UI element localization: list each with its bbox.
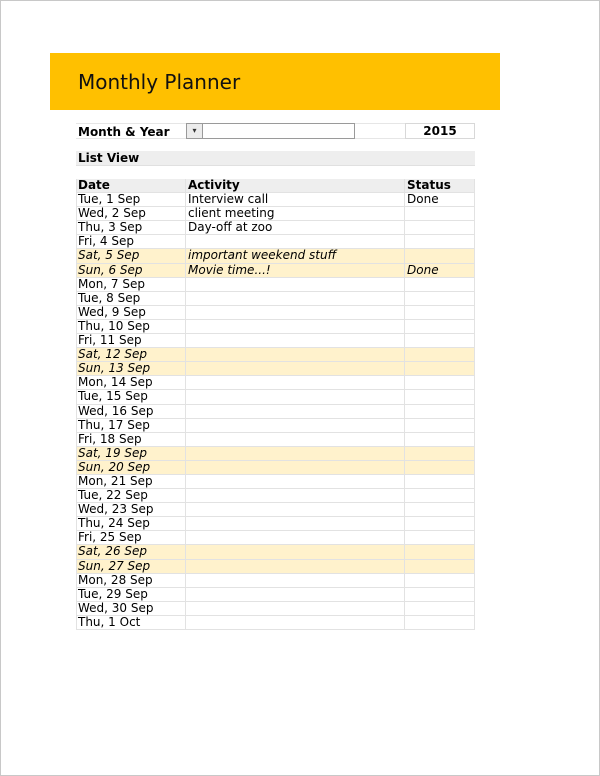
- table-row: [76, 588, 475, 602]
- date-cell[interactable]: Fri, 25 Sep: [76, 531, 186, 544]
- activity-cell[interactable]: [186, 320, 405, 333]
- table-row: [76, 560, 475, 574]
- status-cell[interactable]: [405, 320, 475, 333]
- activity-cell[interactable]: [186, 348, 405, 361]
- table-row: [76, 320, 475, 334]
- date-cell[interactable]: Mon, 21 Sep: [76, 475, 186, 488]
- page-title: Monthly Planner: [78, 70, 241, 94]
- date-cell[interactable]: Mon, 14 Sep: [76, 376, 186, 389]
- activity-cell[interactable]: [186, 235, 405, 248]
- status-cell[interactable]: [405, 376, 475, 389]
- column-header-status: Status: [407, 179, 451, 192]
- month-year-label: Month & Year: [76, 123, 186, 139]
- activity-cell[interactable]: [186, 560, 405, 573]
- activity-cell[interactable]: [186, 419, 405, 432]
- status-cell[interactable]: [405, 390, 475, 403]
- table-row: [76, 545, 475, 559]
- activity-cell[interactable]: [186, 517, 405, 530]
- date-cell[interactable]: Thu, 17 Sep: [76, 419, 186, 432]
- status-cell[interactable]: [405, 306, 475, 319]
- month-year-spacer: [355, 123, 405, 139]
- status-cell[interactable]: Done: [407, 263, 439, 277]
- table-row: [76, 376, 475, 390]
- activity-cell[interactable]: [186, 574, 405, 587]
- status-cell[interactable]: [405, 531, 475, 544]
- date-cell[interactable]: Tue, 8 Sep: [76, 292, 186, 305]
- date-cell[interactable]: Wed, 30 Sep: [76, 602, 186, 615]
- date-cell[interactable]: Wed, 16 Sep: [76, 405, 186, 418]
- activity-cell[interactable]: important weekend stuff: [186, 249, 405, 262]
- activity-cell[interactable]: [186, 475, 405, 488]
- table-row: [76, 264, 475, 278]
- table-row: [76, 574, 475, 588]
- status-cell[interactable]: [405, 461, 475, 474]
- table-row: [76, 221, 475, 235]
- table-row: [76, 489, 475, 503]
- list-view-header: [76, 151, 475, 166]
- table-row: [76, 531, 475, 545]
- activity-cell[interactable]: [186, 362, 405, 375]
- table-row: [76, 517, 475, 531]
- status-cell[interactable]: [405, 503, 475, 516]
- activity-cell[interactable]: [186, 447, 405, 460]
- date-cell[interactable]: Sat, 5 Sep: [76, 249, 186, 262]
- table-row: [76, 306, 475, 320]
- date-cell[interactable]: Sat, 12 Sep: [76, 348, 186, 361]
- table-row: [76, 475, 475, 489]
- table-row: [76, 193, 475, 207]
- month-dropdown[interactable]: [186, 123, 355, 139]
- activity-cell[interactable]: [186, 588, 405, 601]
- activity-cell[interactable]: Interview call: [186, 193, 405, 206]
- date-cell[interactable]: Sat, 19 Sep: [76, 447, 186, 460]
- status-cell[interactable]: [405, 560, 475, 573]
- activity-cell[interactable]: [186, 616, 405, 629]
- activity-cell[interactable]: [186, 334, 405, 347]
- status-cell[interactable]: [405, 278, 475, 291]
- activity-cell[interactable]: [186, 405, 405, 418]
- status-cell[interactable]: [405, 545, 475, 558]
- status-cell[interactable]: [405, 362, 475, 375]
- status-cell[interactable]: [405, 405, 475, 418]
- date-cell[interactable]: Thu, 10 Sep: [76, 320, 186, 333]
- status-cell[interactable]: [405, 235, 475, 248]
- status-cell[interactable]: [405, 574, 475, 587]
- date-cell[interactable]: Wed, 9 Sep: [76, 306, 186, 319]
- table-row: [76, 405, 475, 419]
- date-cell[interactable]: Tue, 22 Sep: [76, 489, 186, 502]
- month-year-row: [76, 123, 475, 139]
- table-row: [76, 461, 475, 475]
- date-cell[interactable]: Wed, 23 Sep: [76, 503, 186, 516]
- date-cell[interactable]: Sun, 13 Sep: [76, 362, 186, 375]
- date-cell[interactable]: Thu, 1 Oct: [76, 616, 186, 629]
- table-row: [76, 292, 475, 306]
- dropdown-arrow-icon[interactable]: ▾: [187, 124, 203, 138]
- activity-cell[interactable]: Day-off at zoo: [186, 221, 405, 234]
- activity-cell[interactable]: [186, 531, 405, 544]
- date-cell[interactable]: Tue, 29 Sep: [76, 588, 186, 601]
- status-cell[interactable]: [405, 292, 475, 305]
- status-cell[interactable]: [405, 249, 475, 262]
- status-cell[interactable]: [405, 489, 475, 502]
- status-cell[interactable]: [405, 419, 475, 432]
- date-cell[interactable]: Tue, 15 Sep: [76, 390, 186, 403]
- date-cell[interactable]: Sat, 26 Sep: [76, 545, 186, 558]
- column-header-date: Date: [76, 179, 186, 192]
- status-cell[interactable]: [405, 207, 475, 220]
- date-cell[interactable]: Wed, 2 Sep: [76, 207, 186, 220]
- activity-cell[interactable]: [186, 602, 405, 615]
- status-cell[interactable]: [405, 602, 475, 615]
- table-row: [76, 390, 475, 404]
- date-cell[interactable]: Fri, 11 Sep: [76, 334, 186, 347]
- status-cell[interactable]: [405, 433, 475, 446]
- activity-cell[interactable]: [186, 503, 405, 516]
- date-cell[interactable]: Thu, 3 Sep: [76, 221, 186, 234]
- activity-cell[interactable]: Movie time...!: [186, 264, 405, 277]
- status-cell[interactable]: [405, 334, 475, 347]
- date-cell[interactable]: Mon, 28 Sep: [76, 574, 186, 587]
- activity-cell[interactable]: [186, 278, 405, 291]
- activity-cell[interactable]: [186, 292, 405, 305]
- activity-cell[interactable]: [186, 489, 405, 502]
- planner-table: [76, 179, 475, 630]
- date-cell[interactable]: Sun, 20 Sep: [76, 461, 186, 474]
- activity-cell[interactable]: [186, 376, 405, 389]
- column-header-activity: Activity: [186, 179, 405, 192]
- date-cell[interactable]: Thu, 24 Sep: [76, 517, 186, 530]
- table-row: [76, 249, 475, 263]
- status-cell[interactable]: [405, 616, 475, 629]
- table-row: [76, 362, 475, 376]
- activity-cell[interactable]: [186, 545, 405, 558]
- activity-cell[interactable]: [186, 433, 405, 446]
- activity-cell[interactable]: [186, 306, 405, 319]
- year-value[interactable]: 2015: [405, 123, 475, 139]
- status-cell[interactable]: Done: [407, 193, 439, 207]
- status-cell[interactable]: [405, 517, 475, 530]
- activity-cell[interactable]: [186, 461, 405, 474]
- table-row: [76, 235, 475, 249]
- table-row: [76, 616, 475, 630]
- date-cell[interactable]: Sun, 27 Sep: [76, 560, 186, 573]
- status-cell[interactable]: [405, 348, 475, 361]
- table-row: [76, 419, 475, 433]
- table-row: [76, 207, 475, 221]
- status-cell[interactable]: [405, 221, 475, 234]
- date-cell[interactable]: Mon, 7 Sep: [76, 278, 186, 291]
- date-cell[interactable]: Fri, 4 Sep: [76, 235, 186, 248]
- status-cell[interactable]: [405, 588, 475, 601]
- table-header-row: [76, 179, 475, 193]
- activity-cell[interactable]: client meeting: [186, 207, 405, 220]
- status-cell[interactable]: [405, 447, 475, 460]
- table-row: [76, 278, 475, 292]
- table-row: [76, 447, 475, 461]
- table-row: [76, 602, 475, 616]
- list-view-label: List View: [78, 151, 140, 165]
- table-row: [76, 348, 475, 362]
- table-row: [76, 433, 475, 447]
- table-row: [76, 503, 475, 517]
- table-row: [76, 334, 475, 348]
- date-cell[interactable]: Sun, 6 Sep: [76, 264, 186, 277]
- date-cell[interactable]: Fri, 18 Sep: [76, 433, 186, 446]
- status-cell[interactable]: [405, 475, 475, 488]
- date-cell[interactable]: Tue, 1 Sep: [76, 193, 186, 206]
- activity-cell[interactable]: [186, 390, 405, 403]
- title-banner: [50, 53, 500, 110]
